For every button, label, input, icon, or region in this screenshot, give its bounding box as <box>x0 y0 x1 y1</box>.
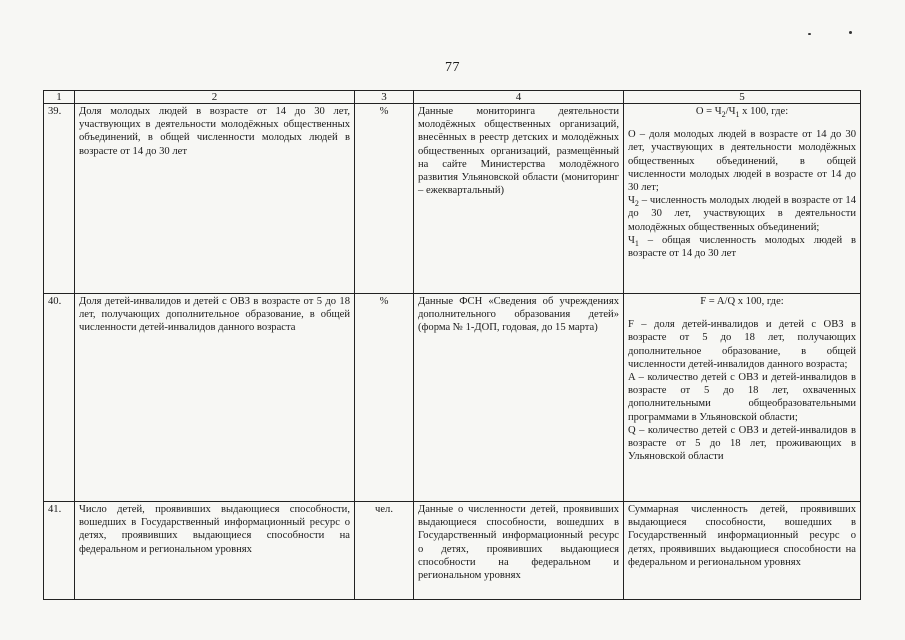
table-row <box>44 502 861 600</box>
formula-definition: $Ч_2$ – численность молодых людей в возрасте от 14 до 30 лет, участвующих в деятельности молодёжных общественных объединений; <box>628 195 856 233</box>
table-header-row <box>44 91 861 104</box>
page-number: 77 <box>445 60 460 75</box>
formula-definition: О – доля молодых людей в возрасте от 14 до 30 лет, участвующих в деятельности молодёжных общественных объединений, в общей численности молодых людей в возрасте от 14 до 30 лет; <box>628 129 856 194</box>
formula: $О = Ч_2/Ч_1$ х 100, где: <box>695 106 789 120</box>
table-row <box>44 104 861 294</box>
formula: F = A/Q х 100, где: <box>700 296 784 307</box>
unit-of-measure: % <box>355 294 414 502</box>
column-header: 4 <box>414 91 624 104</box>
calculation-method <box>624 104 861 294</box>
scan-speck <box>849 31 852 34</box>
calculation-method: Суммарная численность детей, проявивших выдающиеся способности, вошедших в Государственный информационный ресурс о детях, проявивших выдающиеся способности на федеральном и региональном уровнях <box>624 502 861 600</box>
table-row <box>44 294 861 502</box>
scan-speck <box>808 33 811 35</box>
data-source: Данные о численности детей, проявивших выдающиеся способности, вошедших в Государственный информационный ресурс о детях, проявивших выдающиеся способности на федеральном и региональном уровнях <box>414 502 624 600</box>
indicator-name: Число детей, проявивших выдающиеся способности, вошедших в Государственный информационный ресурс о детях, проявивших выдающиеся способности на федеральном и региональном уровнях <box>75 502 355 600</box>
indicators-table <box>43 90 861 600</box>
calculation-method <box>624 294 861 502</box>
formula-definition: $Ч_1$ – общая численность молодых людей в возрасте от 14 до 30 лет <box>628 234 856 260</box>
formula-definition: Q – количество детей с ОВЗ и детей-инвалидов в возрасте от 5 до 18 лет, проживающих в Ульяновской области <box>628 424 856 463</box>
column-header: 3 <box>355 91 414 104</box>
data-source: Данные ФСН «Сведения об учреждениях дополнительного образования детей» (форма № 1-ДОП, годовая, до 15 марта) <box>414 294 624 502</box>
column-header: 1 <box>44 91 75 104</box>
formula-definition: A – количество детей с ОВЗ и детей-инвалидов в возрасте от 5 до 18 лет, охваченных дополнительными общеобразовательными программами в Ульяновской области; <box>628 372 856 423</box>
column-header: 5 <box>624 91 861 104</box>
row-number: 40. <box>44 294 75 502</box>
unit-of-measure: % <box>355 104 414 294</box>
row-number: 41. <box>44 502 75 600</box>
unit-of-measure: чел. <box>355 502 414 600</box>
data-source: Данные мониторинга деятельности молодёжных общественных организаций, внесённых в реестр детских и молодёжных общественных организаций, размещённый на сайте Министерства молодёжного развития Ульяновской области (мониторинг – ежеквартальный) <box>414 104 624 294</box>
row-number: 39. <box>44 104 75 294</box>
indicator-name: Доля молодых людей в возрасте от 14 до 30 лет, участвующих в деятельности молодёжных общественных объединений, в общей численности молодых людей в возрасте от 14 до 30 лет <box>75 104 355 294</box>
formula-definition: F – доля детей-инвалидов и детей с ОВЗ в возрасте от 5 до 18 лет, получающих дополнительное образование, в общей численности детей-инвалидов данного возраста; <box>628 319 856 370</box>
column-header: 2 <box>75 91 355 104</box>
indicator-name: Доля детей-инвалидов и детей с ОВЗ в возрасте от 5 до 18 лет, получающих дополнительное образование, в общей численности детей-инвалидов данного возраста <box>75 294 355 502</box>
